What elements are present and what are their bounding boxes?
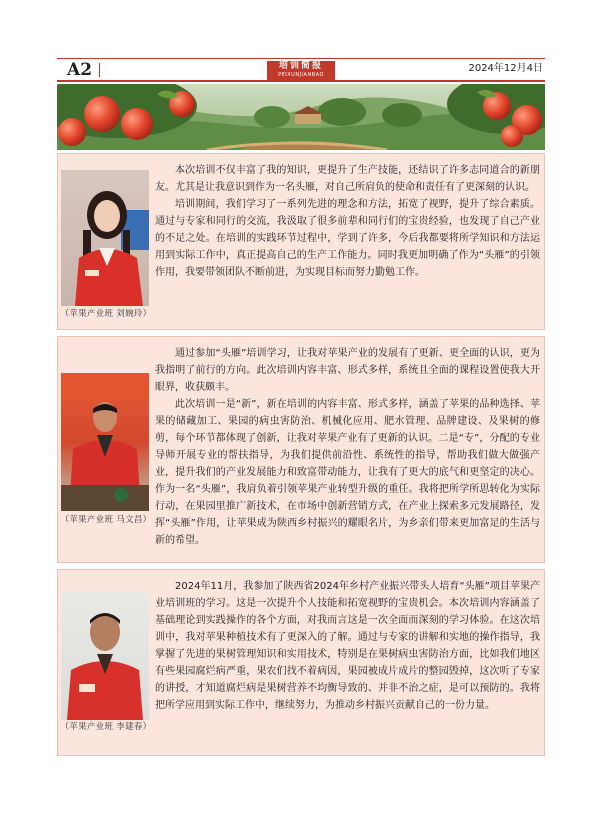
article-paragraph: 通过参加“头雁”培训学习，让我对苹果产业的发展有了更新、更全面的认识，更为我指明了前行的方向。此次培训内容丰富、形式多样，系统且全面的课程设置使我大开眼界，收获颇丰。 bbox=[155, 348, 540, 393]
article-paragraph: 此次培训一是“新”，新在培训的内容丰富、形式多样，涵盖了苹果的品种选择、苹果的储藏加工、果园的病虫害防治、机械化应用、肥水管理、品牌建设、及果树的修剪，每个环节都体现了创新，让我对苹果产业有了更新的认识。二是“专”，分配的专业导师开展专业的帮扶指导，为我们提供前沿性、系统性的指导，帮助我们做大做强产业，提升我们的产业发展能力和致富带动能力，让我有了更大的底气和更坚定的决心。作为一名“头雁”，我肩负着引领苹果产业转型升级的重任。我将把所学所思转化为实际行动，在果园里推广新技术，在市场中创新营销方式，在产业上探索多元发展路径，发挥“头雁”作用，让苹果成为陕西乡村振兴的耀眼名片，为乡亲们带来更加富足的生活与新的希望。 bbox=[155, 399, 540, 546]
author-photo bbox=[61, 592, 149, 720]
masthead-title: 培训简报 bbox=[278, 61, 323, 71]
banner-illustration bbox=[57, 84, 545, 150]
page-header bbox=[57, 58, 545, 82]
divider bbox=[99, 63, 100, 77]
issue-date: 2024年12月4日 bbox=[468, 63, 543, 74]
article-paragraph: 2024年11月，我参加了陕西省2024年乡村产业振兴带头人培育“头雁”项目苹果产业培训班的学习。这是一次提升个人技能和拓宽视野的宝贵机会。本次培训内容涵盖了基础理论到实践操作的各个方面，对我而言这是一次全面而深刻的学习体验。在这次培训中，我对苹果种植技术有了更深入的了解。通过与专家的讲解和实地的操作指导，我掌握了先进的果树管理知识和实用技术，特别是在果树病虫害防治方面，比如我们地区有些果园腐烂病严重，果农们找不着病因，果园被成片成片的整园毁掉，这次听了专家的讲授，才知道腐烂病是果树营养不均衡导致的、并非不治之症，是可以预防的。我将把所学应用到实际工作中，继续努力，为推动乡村振兴贡献自己的一份力量。 bbox=[155, 581, 540, 711]
photo-caption: （苹果产业班 马文昌） bbox=[60, 515, 152, 525]
author-photo bbox=[61, 373, 149, 511]
article-text bbox=[155, 578, 540, 714]
article-text bbox=[155, 162, 540, 281]
article-card bbox=[57, 336, 545, 563]
photo-caption: （苹果产业班 李建春） bbox=[60, 722, 152, 732]
apple-orchard-banner-image bbox=[57, 84, 545, 150]
article-card bbox=[57, 153, 545, 330]
masthead bbox=[267, 61, 335, 81]
article-card bbox=[57, 569, 545, 756]
article-text bbox=[155, 345, 540, 549]
article-paragraph: 培训期间，我们学习了一系列先进的理念和方法，拓宽了视野，提升了综合素质。通过与专家和同行的交流，我汲取了很多前辈和同行们的宝贵经验，也发现了自己产业的不足之处。在培训的实践环节过程中，学到了许多，今后我都要将所学知识和方法运用到实际工作中，真正提高自己的生产工作能力。同时我更加明确了作为“头雁”的引领作用，我要带领团队不断前进，为实现目标而努力勤勉工作。 bbox=[155, 199, 540, 278]
photo-caption: （苹果产业班 刘婉玲） bbox=[60, 309, 152, 319]
author-photo bbox=[61, 170, 149, 306]
page-number: A2 bbox=[67, 60, 93, 80]
masthead-subtitle: PEIXUNJIANBAO bbox=[278, 72, 324, 78]
article-paragraph: 本次培训不仅丰富了我的知识，更提升了生产技能，还结识了许多志同道合的新朋友。尤其是让我意识到作为一名头雁，对自己所肩负的使命和责任有了更深刻的认识。 bbox=[155, 165, 540, 193]
